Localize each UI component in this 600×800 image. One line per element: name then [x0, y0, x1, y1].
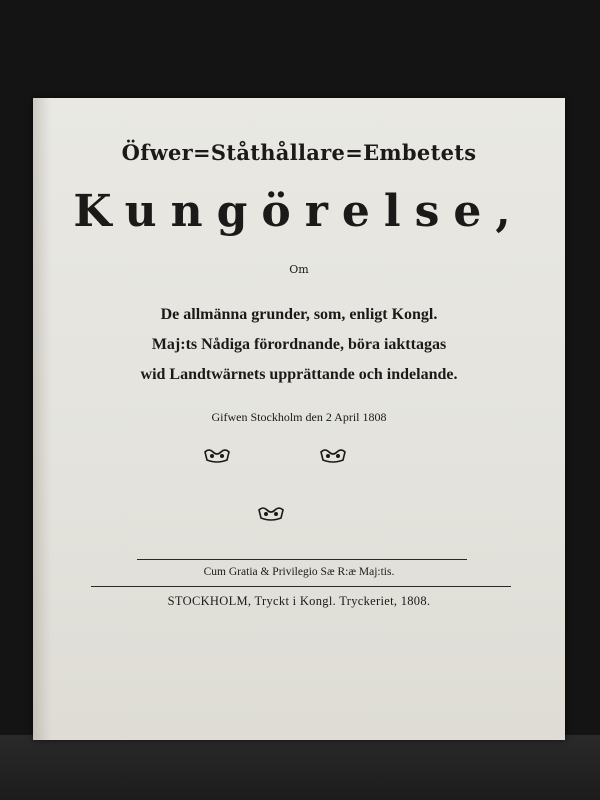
page-title: Kungörelse, [73, 186, 525, 237]
heading: Öfwer=Ståthållare=Embetets [121, 140, 477, 165]
given-date: Gifwen Stockholm den 2 April 1808 [211, 410, 387, 424]
table-surface [0, 735, 600, 800]
privilege-line: Cum Gratia & Privilegio Sæ R:æ Maj:tis. [203, 566, 395, 578]
document-page [33, 98, 565, 740]
ornament-icon [203, 448, 231, 464]
connector-word: Om [289, 263, 309, 276]
subject-line-1: De allmänna grunder, som, enligt Kongl. [160, 306, 438, 323]
imprint-line: STOCKHOLM, Tryckt i Kongl. Tryckeriet, 1808. [167, 594, 431, 608]
divider-bottom [91, 586, 511, 587]
ornament-icon [257, 506, 285, 522]
divider-top [137, 559, 467, 560]
ornament-icon [319, 448, 347, 464]
subject-line-3: wid Landtwärnets upprättande och indelande. [140, 366, 458, 383]
subject-line-2: Maj:ts Nådiga förordnande, böra iakttagas [151, 336, 447, 353]
